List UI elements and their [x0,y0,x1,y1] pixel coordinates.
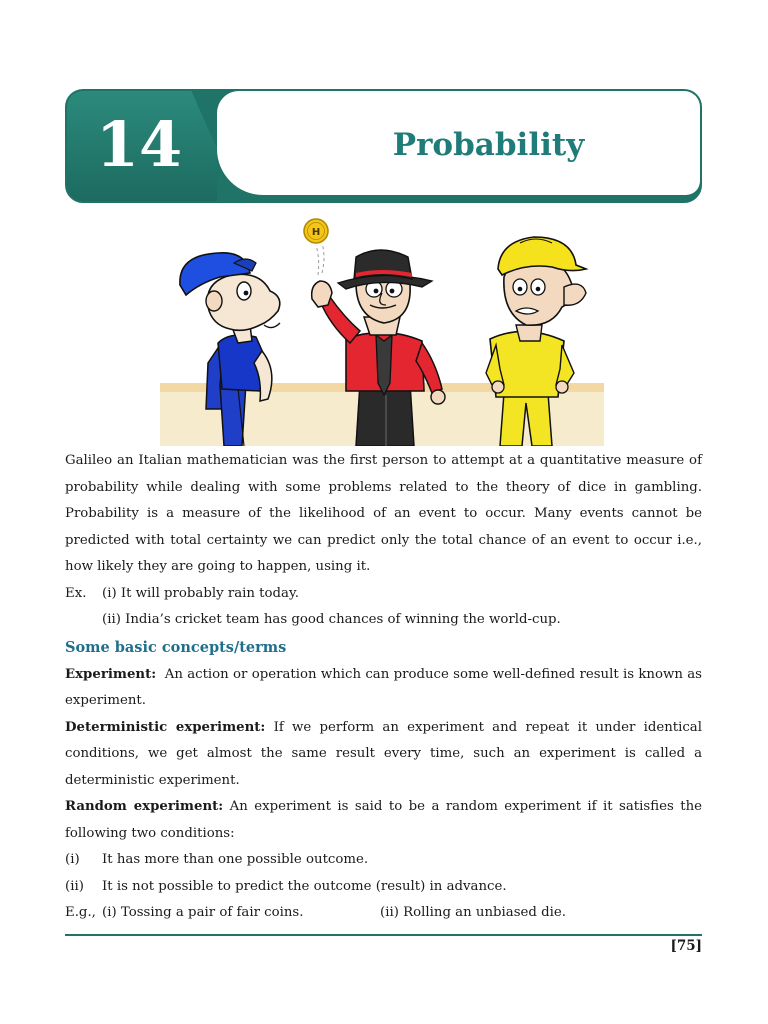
random-definition [65,794,702,847]
experiment-term: Experiment: [65,666,157,682]
deterministic-term: Deterministic experiment: [65,719,266,735]
experiment-definition [65,662,702,715]
chapter-number: 14 [95,108,183,181]
eg-label: E.g., [65,905,96,920]
random-term: Random experiment: [65,799,224,814]
deterministic-text: If we perform an experiment and repeat it under identical conditions, we get almost the same result every time, such an experiment is called a deterministic experiment. [65,719,702,788]
eg-row [65,900,702,927]
condition-text: It is not possible to predict the outcome (result) in advance. [102,878,507,894]
condition-label: (ii) [65,878,84,894]
condition-item [65,847,702,874]
intro-paragraph: Galileo an Italian mathematician was the first person to attempt at a quantitative measure of probability while dealing with some problems related to the theory of dice in gambling. Probability is a measure of the likelihood of an event to occur. Many events cannot be predicted with total certainty we can predict only the total chance of an event to occur i.e., how likely they are going to happen, using it. [65,453,702,574]
condition-text: It has more than one possible outcome. [102,852,369,867]
deterministic-definition [65,715,702,795]
experiment-text: An action or operation which can produce some well-defined result is known as experiment. [65,666,702,708]
section-heading: Some basic concepts/terms [65,638,287,656]
example-2-text: (ii) India’s cricket team has good chances of winning the world-cup. [102,612,561,627]
condition-label: (i) [65,852,80,867]
example-row-2 [65,607,702,634]
eg-2-text: (ii) Rolling an unbiased die. [380,905,567,920]
page-content [65,448,702,927]
coin-label: H [311,227,321,238]
example-1-text: (i) It will probably rain today. [102,585,299,601]
condition-item [65,874,702,901]
example-row-1 [65,581,702,608]
eg-1-text: (i) Tossing a pair of fair coins. [102,905,304,920]
footer-rule [65,934,702,936]
page-number: [75] [670,938,702,954]
example-label: Ex. [65,585,87,601]
cricket-toss-illustration [160,213,604,446]
chapter-header [65,89,702,203]
random-text: An experiment is said to be a random experiment if it satisfies the following two conditions: [65,799,703,841]
chapter-title: Probability [392,127,585,163]
